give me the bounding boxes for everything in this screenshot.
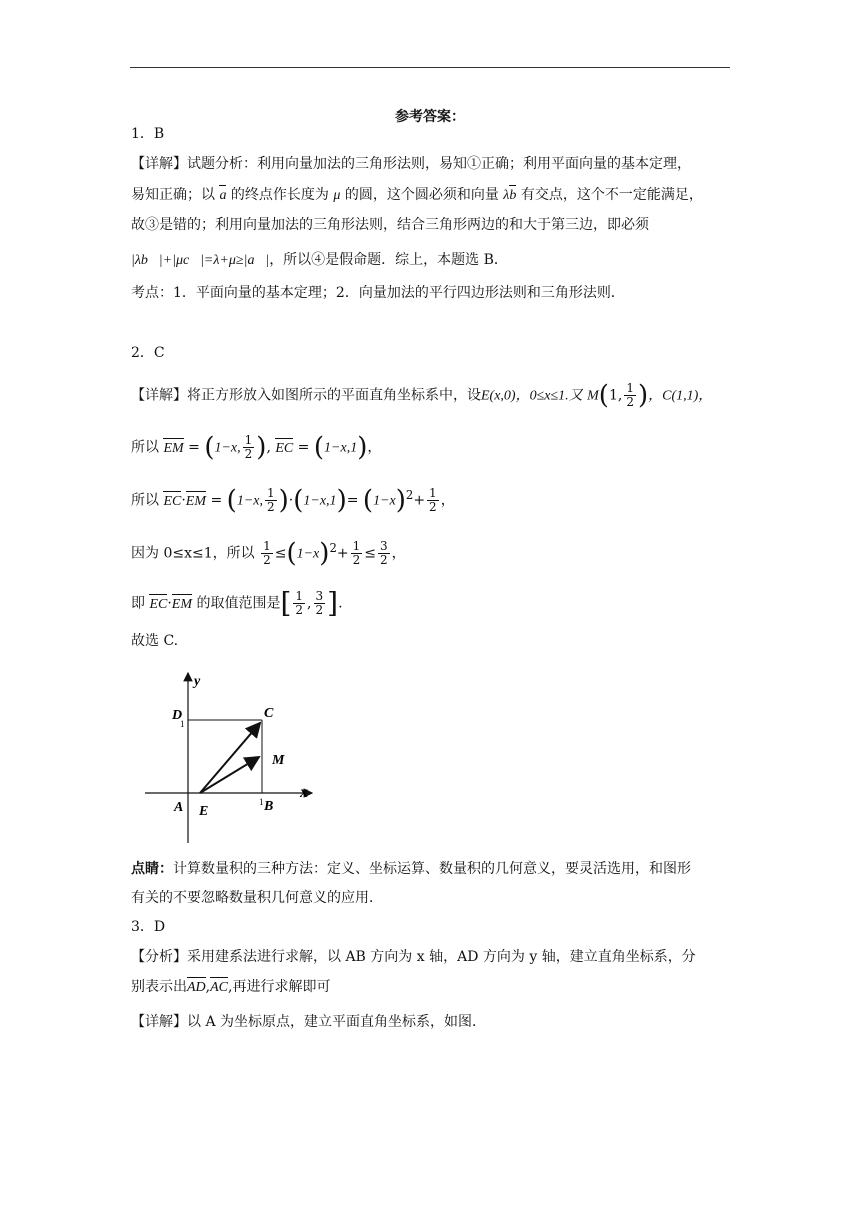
label-d: D xyxy=(172,708,183,723)
dianjing-line2: 有关的不要忽略数量积几何意义的应用． xyxy=(131,890,383,906)
label-one-y: 1 xyxy=(180,719,185,729)
q2-line1: 【详解】将正方形放入如图所示的平面直角坐标系中，设E(x,0)，0≤x≤1.又 M(1, $\frac{1}{2}$ )，C(1,1)， xyxy=(131,380,713,411)
mu-symbol: μ xyxy=(333,188,341,203)
q1-kaodian: 考点：1．平面向量的基本定理；2．向量加法的平行四边形法则和三角形法则． xyxy=(131,285,625,301)
lambda-b: λb xyxy=(503,188,516,203)
label-a: A xyxy=(174,800,184,815)
q1-line1: 【详解】试题分析：利用向量加法的三角形法则，易知①正确；利用平面向量的基本定理， xyxy=(131,156,691,172)
q2-line2: 所以 EM = (1−x, $\frac{1}{2}$ ), EC = (1−x,1)， xyxy=(131,432,382,463)
q2-line3: 所以 EC·EM = (1−x, $\frac{1}{2}$ )$\cdot(1-x,1)= (1-x)^2+$ $\frac{1}{2}$ ， xyxy=(131,485,455,516)
label-b: B xyxy=(264,799,274,814)
q2-line4: 因为 0≤x≤1，所以 $\frac{1}{2}$ $\le(1-x)^2+$ $\frac{1}{2}$ ≤ $\frac{3}{2}$ ， xyxy=(131,538,406,569)
vector-em xyxy=(200,757,259,793)
dianjing-line1: 点睛：计算数量积的三种方法：定义、坐标运算、数量积的几何意义，要灵活选用，和图形 xyxy=(131,861,691,877)
q2-line5: 即 EC·EM 的取值范围是[ $\frac{1}{2}$ , $\frac{3}{2}$ ]. xyxy=(131,586,343,620)
q3-answer: 3．D xyxy=(131,919,166,935)
header-rule xyxy=(130,67,730,68)
vec-a: a xyxy=(219,186,226,206)
q2-line6: 故选 C. xyxy=(131,633,179,649)
q1-line2: 易知正确；以 a 的终点作长度为 μ 的圆，这个圆必须和向量 λb 有交点，这个不一定能满足， xyxy=(131,185,703,206)
q3-line3: 【详解】以 A 为坐标原点，建立平面直角坐标系，如图． xyxy=(131,1014,487,1030)
q3-line2: 别表示出AD,AC,再进行求解即可 xyxy=(131,977,330,998)
label-c: C xyxy=(264,706,274,721)
q1-inequality: |λb⃗|+|μc⃗|=λ+μ≥|a⃗| xyxy=(131,253,270,268)
label-e: E xyxy=(199,804,209,819)
q1-line4: |λb⃗|+|μc⃗|=λ+μ≥|a⃗|，所以④是假命题．综上，本题选 B． xyxy=(131,252,508,268)
vector-ec xyxy=(200,723,260,793)
q3-line1: 【分析】采用建系法进行求解，以 AB 方向为 x 轴，AD 方向为 y 轴，建立直角坐标系，分 xyxy=(131,949,696,965)
label-one-x: 1 xyxy=(259,797,264,807)
label-x: x xyxy=(300,784,308,801)
q1-answer: 1．B xyxy=(131,126,165,142)
page-title: 参考答案： xyxy=(395,109,465,125)
q1-line3: 故③是错的；利用向量加法的三角形法则，结合三角形两边的和大于第三边，即必须 xyxy=(131,217,649,233)
label-y: y xyxy=(194,674,201,689)
coordinate-figure xyxy=(140,665,330,855)
label-m: M xyxy=(272,753,285,768)
q2-answer: 2．C xyxy=(131,345,165,361)
